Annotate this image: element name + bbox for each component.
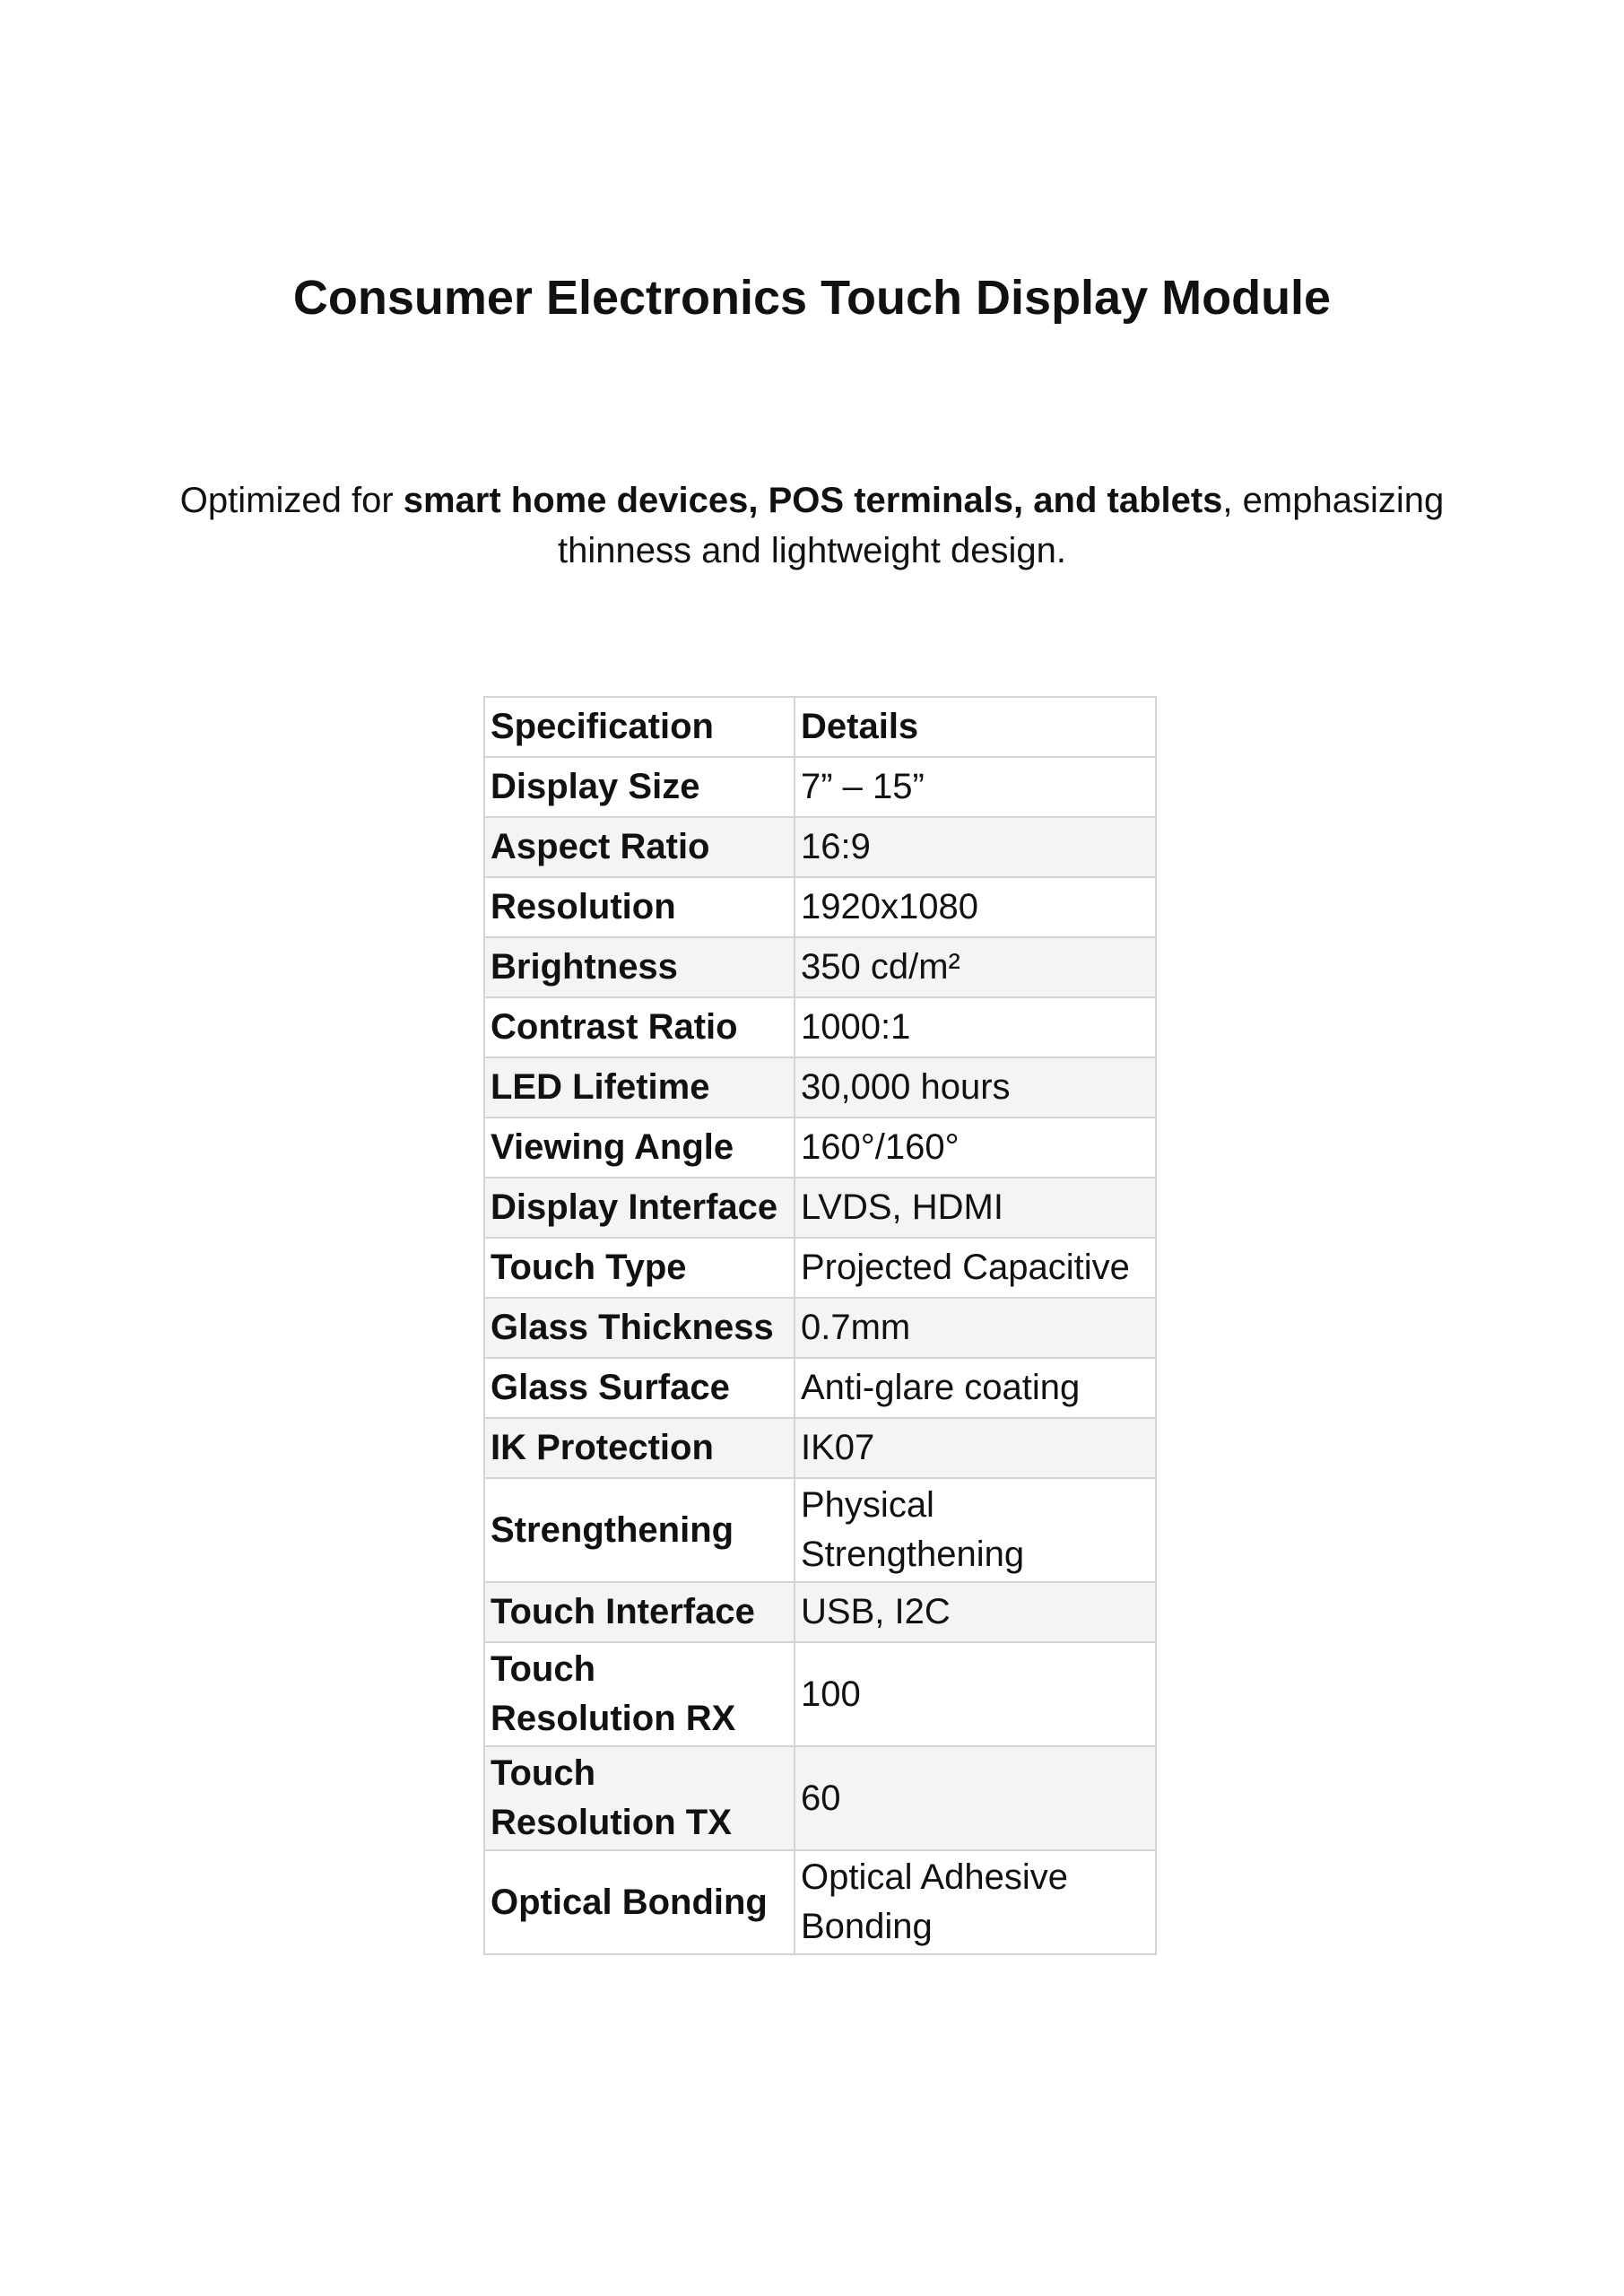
spec-value: LVDS, HDMI <box>795 1178 1156 1238</box>
intro-prefix: Optimized for <box>179 481 404 520</box>
header-specification: Specification <box>484 697 795 757</box>
spec-name: Strengthening <box>484 1478 795 1582</box>
spec-value: 1920x1080 <box>795 877 1156 937</box>
spec-name: Viewing Angle <box>484 1118 795 1178</box>
table-row <box>484 1478 1156 1582</box>
spec-name: Touch Resolution TX <box>484 1746 795 1850</box>
table-row <box>484 1178 1156 1238</box>
spec-value: 1000:1 <box>795 997 1156 1057</box>
table-header-row <box>484 697 1156 757</box>
table-row <box>484 877 1156 937</box>
table-row <box>484 1057 1156 1118</box>
table-row <box>484 757 1156 817</box>
spec-value: 100 <box>795 1642 1156 1746</box>
table-row <box>484 1746 1156 1850</box>
spec-value: Optical Adhesive Bonding <box>795 1850 1156 1954</box>
table-row <box>484 1238 1156 1298</box>
spec-name: Display Size <box>484 757 795 817</box>
intro-emphasis: smart home devices, POS terminals, and tablets <box>403 481 1223 520</box>
spec-name: Resolution <box>484 877 795 937</box>
table-row <box>484 1418 1156 1478</box>
spec-value: USB, I2C <box>795 1582 1156 1642</box>
spec-name: Brightness <box>484 937 795 997</box>
spec-name: Contrast Ratio <box>484 997 795 1057</box>
spec-value: 350 cd/m² <box>795 937 1156 997</box>
spec-name: Touch Interface <box>484 1582 795 1642</box>
spec-value: 7” – 15” <box>795 757 1156 817</box>
table-row <box>484 1582 1156 1642</box>
spec-name: Glass Surface <box>484 1358 795 1418</box>
table-row <box>484 1850 1156 1954</box>
spec-name: Glass Thickness <box>484 1298 795 1358</box>
spec-value: 0.7mm <box>795 1298 1156 1358</box>
spec-value: 16:9 <box>795 817 1156 877</box>
header-details: Details <box>795 697 1156 757</box>
spec-value: Physical Strengthening <box>795 1478 1156 1582</box>
table-row <box>484 1298 1156 1358</box>
spec-value: IK07 <box>795 1418 1156 1478</box>
spec-name: Optical Bonding <box>484 1850 795 1954</box>
intro-suffix: , emphasizing thinness and lightweight design. <box>557 481 1445 570</box>
table-row <box>484 817 1156 877</box>
spec-value: Projected Capacitive <box>795 1238 1156 1298</box>
spec-name: Aspect Ratio <box>484 817 795 877</box>
spec-value: 160°/160° <box>795 1118 1156 1178</box>
spec-name: IK Protection <box>484 1418 795 1478</box>
table-row <box>484 1118 1156 1178</box>
table-row <box>484 997 1156 1057</box>
spec-name: Display Interface <box>484 1178 795 1238</box>
table-row <box>484 1642 1156 1746</box>
table-row <box>484 937 1156 997</box>
spec-value: 30,000 hours <box>795 1057 1156 1118</box>
page-title: Consumer Electronics Touch Display Module <box>292 271 1332 325</box>
spec-name: LED Lifetime <box>484 1057 795 1118</box>
spec-name: Touch Resolution RX <box>484 1642 795 1746</box>
spec-name: Touch Type <box>484 1238 795 1298</box>
table-row <box>484 1358 1156 1418</box>
spec-table <box>483 696 1157 1955</box>
spec-value: Anti-glare coating <box>795 1358 1156 1418</box>
spec-value: 60 <box>795 1746 1156 1850</box>
intro-paragraph <box>135 475 1489 576</box>
